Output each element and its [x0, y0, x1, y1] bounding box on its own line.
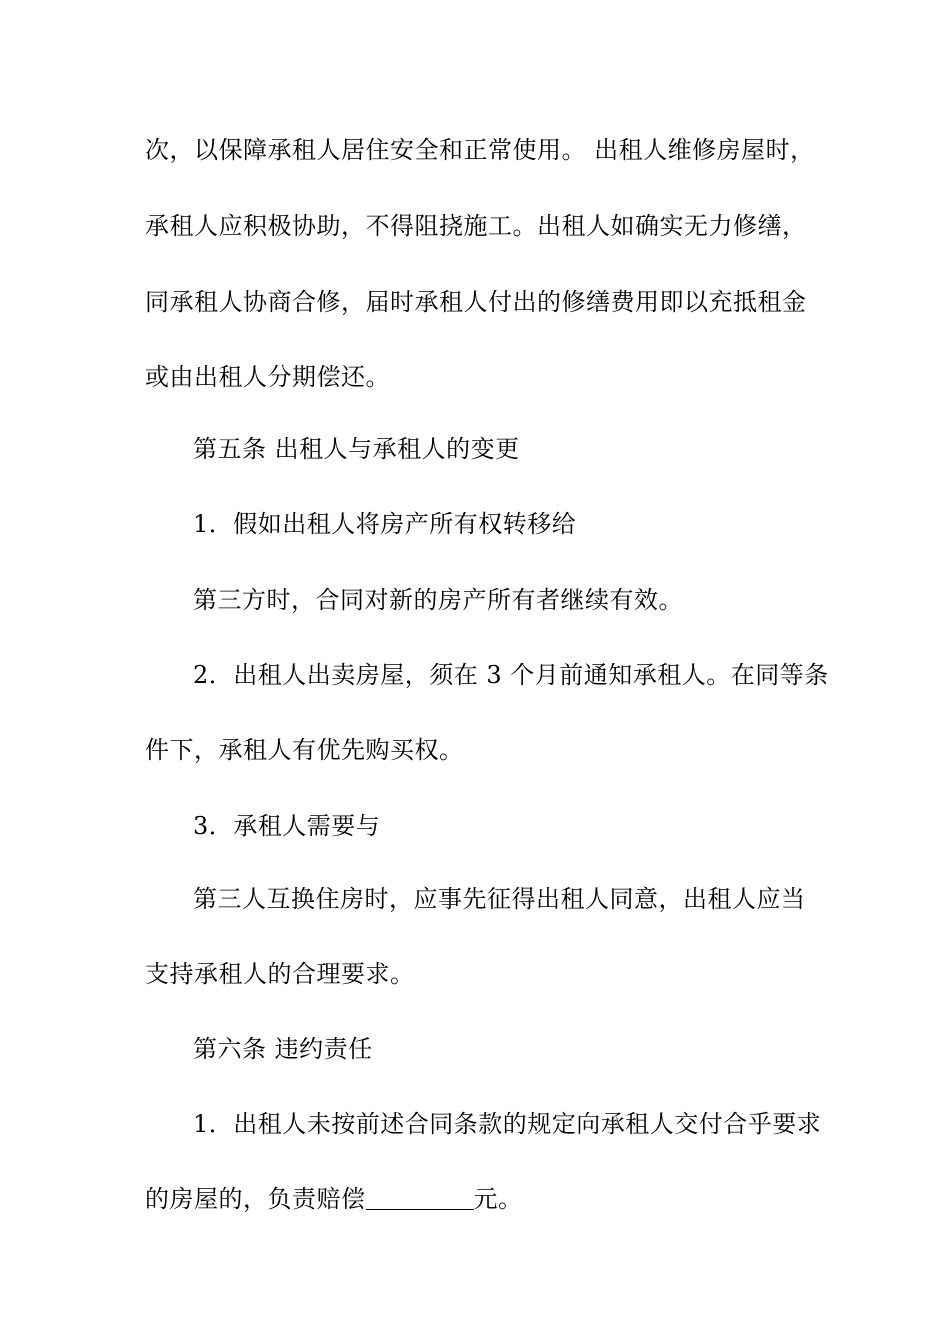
paragraph-line: 承租人应积极协助，不得阻挠施工。出租人如确实无力修缮， — [145, 212, 807, 240]
paragraph-line: 第三人互换住房时，应事先征得出租人同意，出租人应当 — [193, 885, 806, 913]
paragraph-line: 或由出租人分期偿还。 — [145, 363, 390, 391]
clause-item: 3．承租人需要与 — [193, 812, 381, 840]
clause-item: 1．出租人未按前述合同条款的规定向承租人交付合乎要求 — [193, 1110, 822, 1138]
article-heading: 第五条 出租人与承租人的变更 — [193, 435, 520, 463]
paragraph-line: 件下，承租人有优先购买权。 — [145, 736, 464, 764]
clause-item: 1．假如出租人将房产所有权转移给 — [193, 510, 577, 538]
compensation-text: 的房屋的，负责赔偿 — [145, 1185, 366, 1213]
paragraph-line: 次，以保障承租人居住安全和正常使用。 出租人维修房屋时， — [145, 136, 815, 164]
amount-blank-field — [366, 1185, 474, 1210]
clause-item: 2．出租人出卖房屋，须在 3 个月前通知承租人。在同等条 — [193, 661, 829, 689]
paragraph-line: 支持承租人的合理要求。 — [145, 960, 415, 988]
paragraph-line: 同承租人协商合修，届时承租人付出的修缮费用即以充抵租金 — [145, 288, 807, 316]
currency-unit: 元。 — [473, 1185, 523, 1213]
article-heading: 第六条 违约责任 — [193, 1035, 373, 1063]
paragraph-line: 第三方时，合同对新的房产所有者继续有效。 — [193, 586, 683, 614]
paragraph-line — [145, 1183, 815, 1215]
